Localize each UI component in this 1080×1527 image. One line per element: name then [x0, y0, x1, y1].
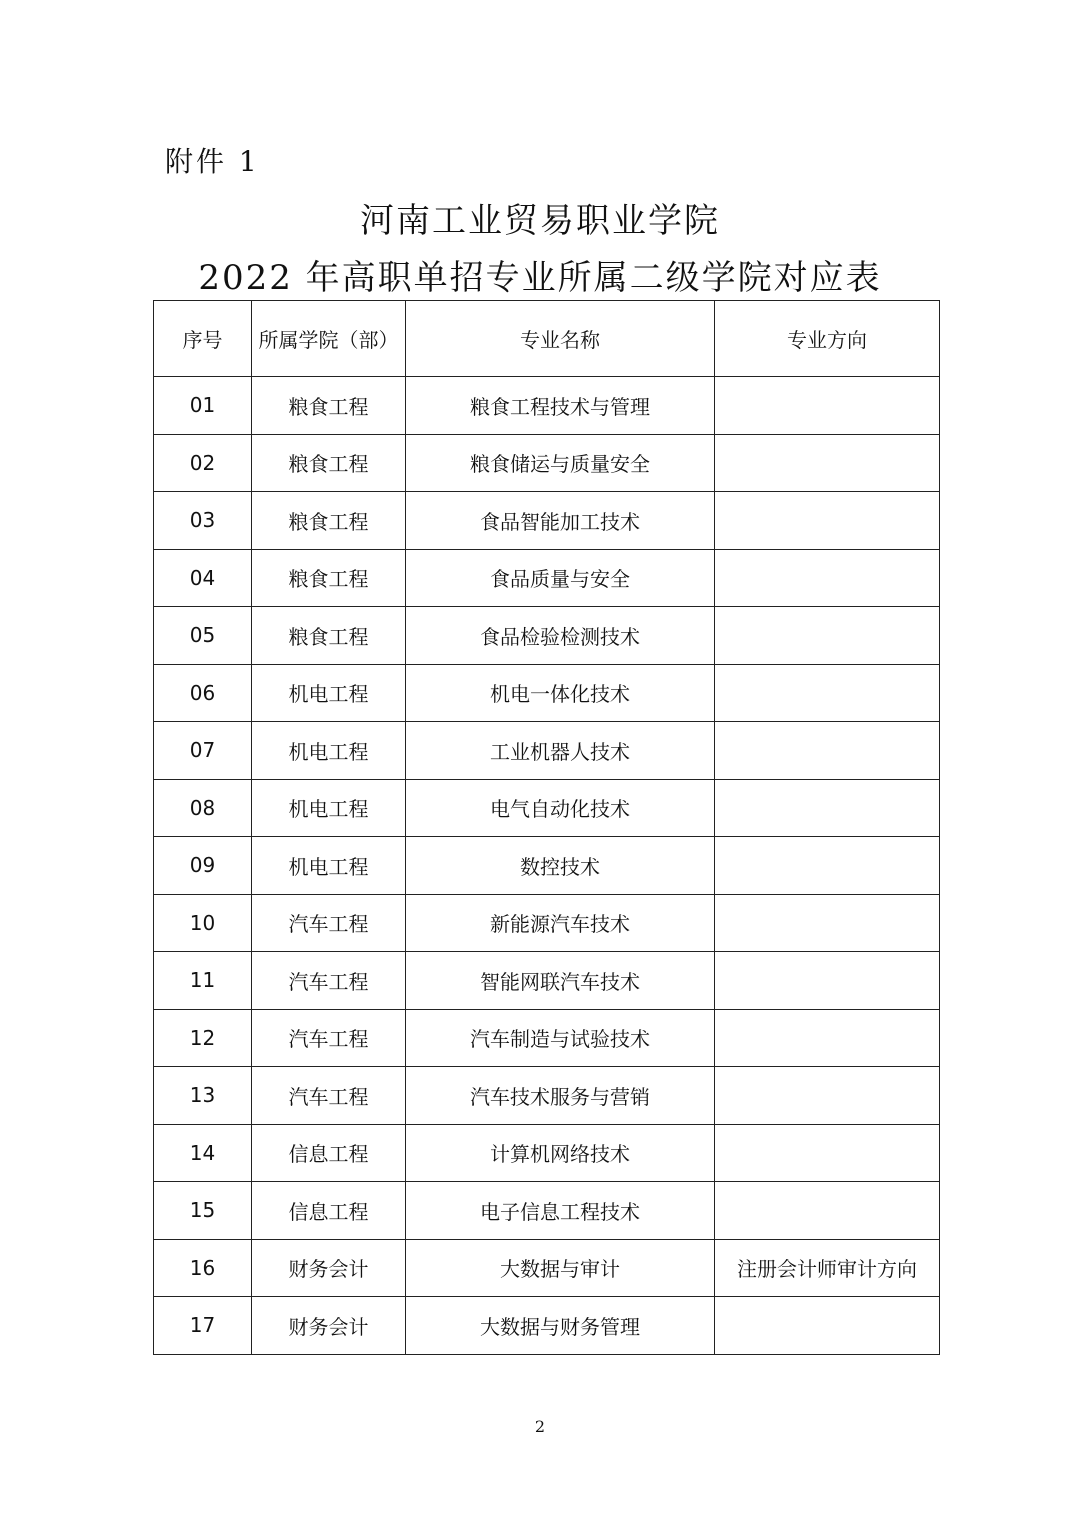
cell-college: 机电工程 [252, 779, 406, 837]
cell-direction [715, 434, 940, 492]
cell-direction [715, 1124, 940, 1182]
header-direction: 专业方向 [715, 301, 940, 377]
cell-college: 汽车工程 [252, 894, 406, 952]
table-row [154, 952, 940, 1010]
cell-college: 财务会计 [252, 1297, 406, 1355]
cell-index: 16 [154, 1239, 252, 1297]
page-number: 2 [534, 1417, 546, 1436]
majors-table [153, 300, 940, 1355]
cell-index: 17 [154, 1297, 252, 1355]
header-major: 专业名称 [406, 301, 715, 377]
cell-index: 15 [154, 1182, 252, 1240]
cell-index: 03 [154, 492, 252, 550]
cell-college: 财务会计 [252, 1239, 406, 1297]
cell-index: 13 [154, 1067, 252, 1125]
cell-college: 汽车工程 [252, 1067, 406, 1125]
cell-college: 汽车工程 [252, 1009, 406, 1067]
cell-college: 机电工程 [252, 837, 406, 895]
cell-college: 信息工程 [252, 1182, 406, 1240]
cell-college: 粮食工程 [252, 377, 406, 435]
cell-college: 汽车工程 [252, 952, 406, 1010]
cell-major: 工业机器人技术 [406, 722, 715, 780]
table-row [154, 1182, 940, 1240]
table-row [154, 1067, 940, 1125]
cell-college: 机电工程 [252, 722, 406, 780]
cell-index: 08 [154, 779, 252, 837]
cell-major: 汽车技术服务与营销 [406, 1067, 715, 1125]
cell-major: 大数据与审计 [406, 1239, 715, 1297]
table-row [154, 434, 940, 492]
cell-major: 食品智能加工技术 [406, 492, 715, 550]
cell-major: 电子信息工程技术 [406, 1182, 715, 1240]
cell-direction [715, 664, 940, 722]
cell-index: 05 [154, 607, 252, 665]
cell-major: 大数据与财务管理 [406, 1297, 715, 1355]
cell-major: 食品质量与安全 [406, 549, 715, 607]
cell-direction [715, 1182, 940, 1240]
cell-index: 06 [154, 664, 252, 722]
cell-major: 电气自动化技术 [406, 779, 715, 837]
table-row [154, 607, 940, 665]
cell-major: 粮食储运与质量安全 [406, 434, 715, 492]
cell-direction [715, 894, 940, 952]
table-row [154, 894, 940, 952]
table-row [154, 492, 940, 550]
cell-college: 信息工程 [252, 1124, 406, 1182]
cell-major: 智能网联汽车技术 [406, 952, 715, 1010]
cell-index: 07 [154, 722, 252, 780]
cell-index: 12 [154, 1009, 252, 1067]
cell-index: 10 [154, 894, 252, 952]
cell-major: 粮食工程技术与管理 [406, 377, 715, 435]
document-title: 河南工业贸易职业学院 [360, 201, 720, 241]
cell-major: 数控技术 [406, 837, 715, 895]
header-college: 所属学院（部） [252, 301, 406, 377]
cell-direction [715, 722, 940, 780]
cell-index: 01 [154, 377, 252, 435]
table-row [154, 549, 940, 607]
cell-major: 汽车制造与试验技术 [406, 1009, 715, 1067]
cell-direction [715, 377, 940, 435]
cell-direction: 注册会计师审计方向 [715, 1239, 940, 1297]
cell-college: 粮食工程 [252, 607, 406, 665]
table-row [154, 377, 940, 435]
cell-index: 14 [154, 1124, 252, 1182]
table-header-row [154, 301, 940, 377]
table-row [154, 1239, 940, 1297]
cell-index: 04 [154, 549, 252, 607]
table-row [154, 1009, 940, 1067]
table-row [154, 1124, 940, 1182]
document-subtitle: 2022 年高职单招专业所属二级学院对应表 [198, 258, 882, 298]
cell-college: 粮食工程 [252, 492, 406, 550]
cell-direction [715, 607, 940, 665]
cell-direction [715, 779, 940, 837]
cell-direction [715, 1297, 940, 1355]
cell-college: 粮食工程 [252, 549, 406, 607]
cell-major: 食品检验检测技术 [406, 607, 715, 665]
cell-college: 粮食工程 [252, 434, 406, 492]
cell-major: 机电一体化技术 [406, 664, 715, 722]
cell-direction [715, 837, 940, 895]
cell-index: 09 [154, 837, 252, 895]
cell-major: 计算机网络技术 [406, 1124, 715, 1182]
cell-direction [715, 549, 940, 607]
attachment-label: 附件 1 [165, 145, 260, 178]
table-row [154, 722, 940, 780]
cell-direction [715, 1067, 940, 1125]
cell-index: 11 [154, 952, 252, 1010]
cell-direction [715, 952, 940, 1010]
header-index: 序号 [154, 301, 252, 377]
cell-index: 02 [154, 434, 252, 492]
table-row [154, 837, 940, 895]
table-row [154, 1297, 940, 1355]
table-row [154, 664, 940, 722]
cell-college: 机电工程 [252, 664, 406, 722]
cell-direction [715, 492, 940, 550]
cell-major: 新能源汽车技术 [406, 894, 715, 952]
cell-direction [715, 1009, 940, 1067]
table-row [154, 779, 940, 837]
